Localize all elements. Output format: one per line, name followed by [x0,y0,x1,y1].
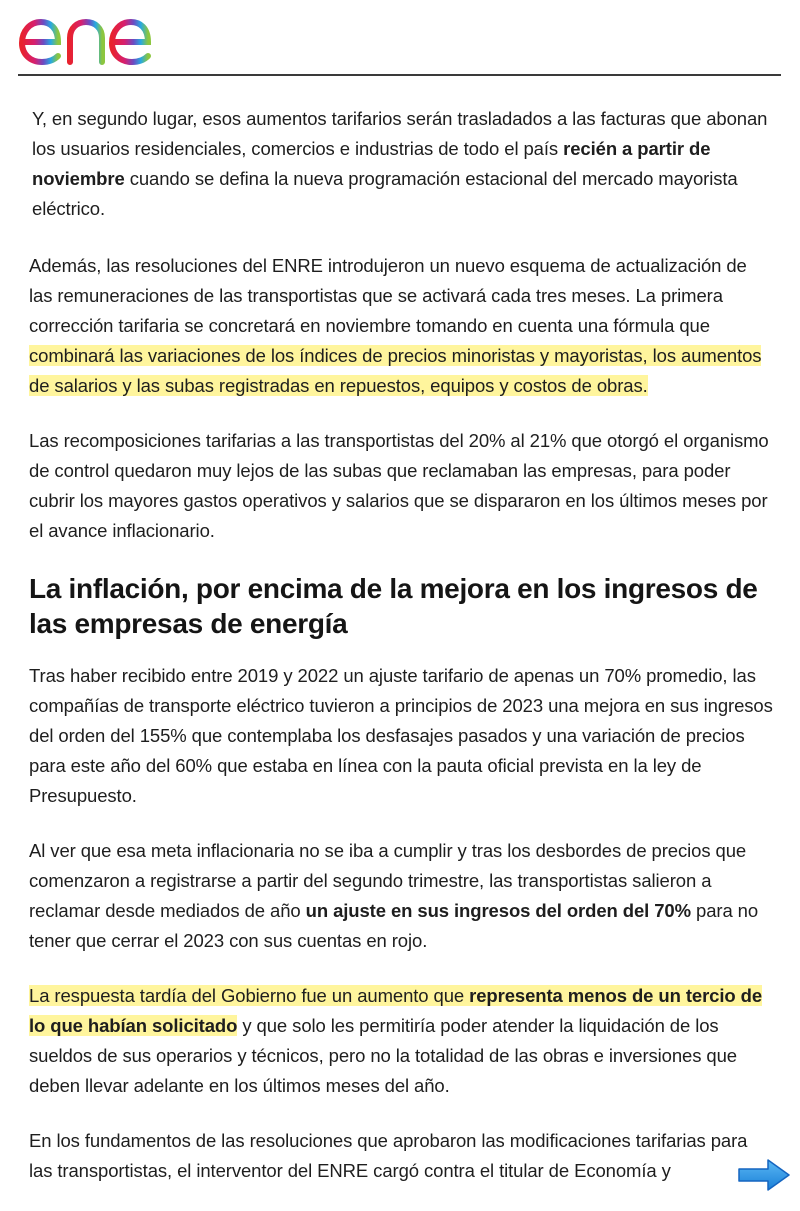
paragraph-7: En los fundamentos de las resoluciones que aprobaron las modificaciones tarifarias para las transportistas, el interventor del ENRE cargó contra el titular de Economía y [29,1130,748,1181]
section-heading: La inflación, por encima de la mejora en los ingresos de las empresas de energía [29,573,758,639]
text: cuando se defina la nueva programación estacional del mercado mayorista eléctrico. [32,168,738,219]
paragraph-4: Tras haber recibido entre 2019 y 2022 un ajuste tarifario de apenas un 70% promedio, las compañías de transporte eléctrico tuvieron a principios de 2023 una mejora en sus ingresos del orden del 155% que contemplaba los desfasajes pasados y una variación de precios para este año del 60% que estaba en línea con la pauta oficial prevista en la ley de Presupuesto. [29,665,773,806]
next-page-button[interactable] [736,1158,792,1192]
highlighted-text: La respuesta tardía del Gobierno fue un aumento que [29,985,470,1006]
highlighted-text: combinará las variaciones de los índices de precios minoristas y mayoristas, los aumentos de salarios y las subas registradas en repuestos, equipos y costos de obras. [29,345,762,396]
paragraph-3: Las recomposiciones tarifarias a las transportistas del 20% al 21% que otorgó el organismo de control quedaron muy lejos de las subas que reclamaban las empresas, para poder cubrir los mayores gastos operativos y salarios que se dispararon en los últimos meses por el avance inflacionario. [29,430,769,541]
article-body [29,104,774,1211]
text: para no tener que cerrar el 2023 con sus cuentas en rojo. [29,900,759,951]
enel-logo[interactable] [18,4,183,66]
text: Y, en segundo lugar, esos aumentos tarifarios serán trasladados a las facturas que abonan los usuarios residenciales, comercios e industrias de todo el país [32,108,768,159]
bold-text: recién a partir de noviembre [32,138,711,189]
paragraph-6 [29,981,774,1101]
paragraph-1 [32,104,774,224]
text: Además, las resoluciones del ENRE introdujeron un nuevo esquema de actualización de las remuneraciones de las transportistas que se activará cada tres meses. La primera corrección tarifaria se concretará en noviembre tomando en cuenta una fórmula que [29,255,747,336]
paragraph-2 [29,251,774,401]
paragraph-5 [29,836,774,956]
bold-text: un ajuste en sus ingresos del orden del 70% [305,900,691,921]
text: Al ver que esa meta inflacionaria no se iba a cumplir y tras los desbordes de precios que comenzaron a registrarse a partir del segundo trimestre, las transportistas salieron a reclamar desde mediados de año [29,840,747,921]
site-header [18,0,781,76]
arrow-right-icon [736,1158,792,1192]
text: y que solo les permitiría poder atender la liquidación de los sueldos de sus operarios y técnicos, pero no la totalidad de las obras e inversiones que deben llevar adelante en los últimos meses del año. [29,1015,737,1096]
highlighted-bold-text: representa menos de un tercio de lo que habían solicitado [29,985,763,1036]
